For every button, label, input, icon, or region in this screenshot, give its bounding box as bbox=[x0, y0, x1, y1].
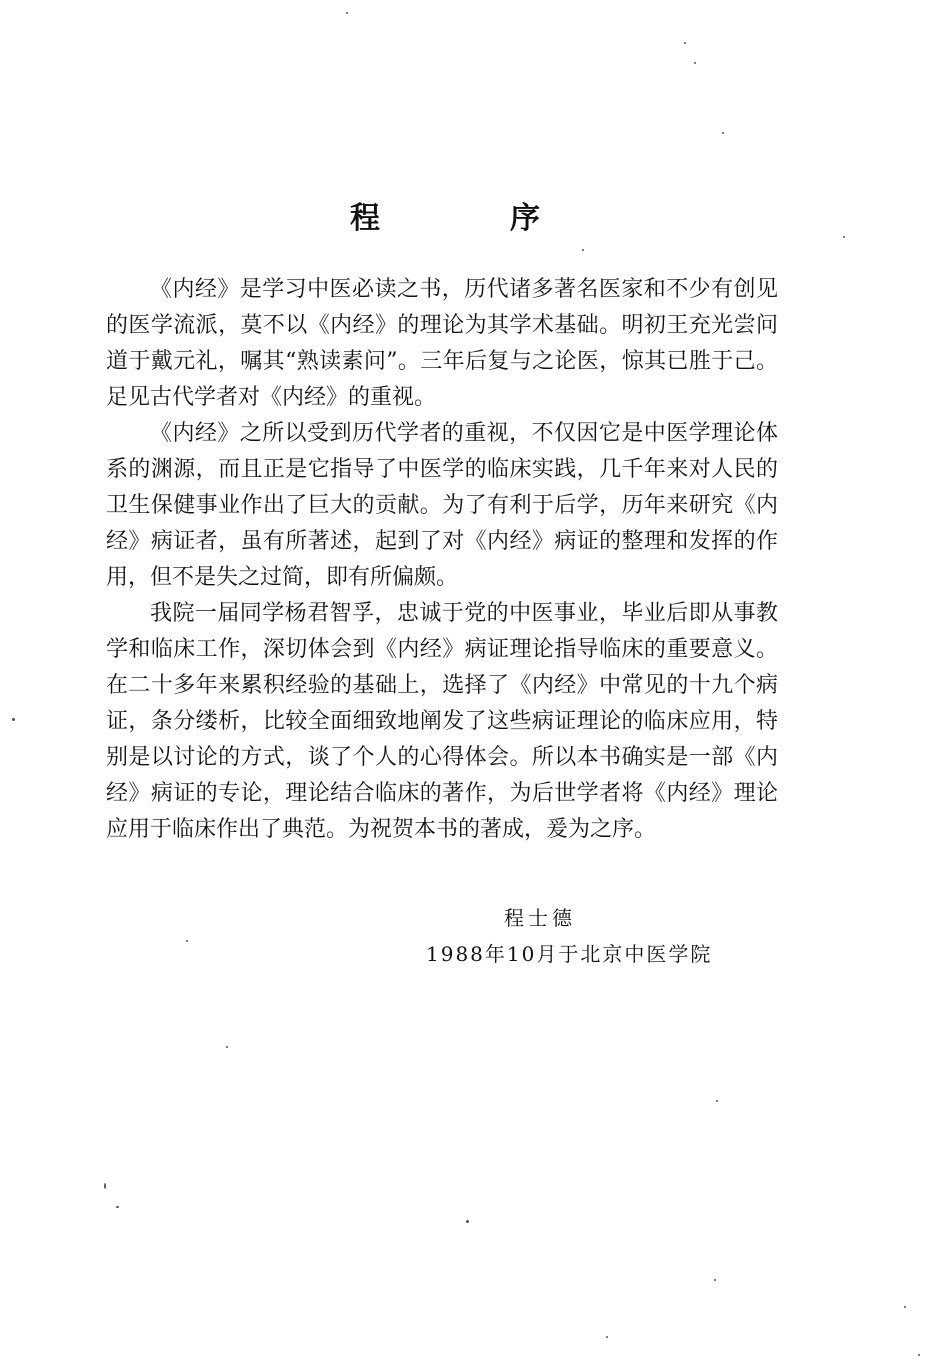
scan-speck bbox=[116, 1206, 119, 1208]
scan-speck bbox=[684, 42, 686, 44]
paragraph-1: 《内经》是学习中医必读之书，历代诸多著名医家和不少有创见的医学流派，莫不以《内经》的理论为其学术基础。明初王充光尝问道于戴元礼，嘱其“熟读素问”。三年后复与之论医，惊其已胜于己。足见古代学者对《内经》的重视。 bbox=[106, 277, 778, 410]
date-location: 1988年10月于北京中医学院 bbox=[426, 942, 713, 966]
scan-speck bbox=[606, 1336, 608, 1338]
scan-speck bbox=[918, 1354, 920, 1356]
scan-speck bbox=[346, 12, 348, 14]
scan-speck bbox=[714, 1279, 716, 1281]
scan-speck bbox=[12, 718, 15, 721]
page-title: 程 序 bbox=[350, 201, 590, 236]
scan-speck bbox=[722, 132, 724, 134]
scan-speck bbox=[694, 62, 696, 64]
preface-body bbox=[106, 272, 778, 848]
scan-speck bbox=[104, 1183, 106, 1189]
scan-speck bbox=[716, 1100, 718, 1102]
paragraph-2: 《内经》之所以受到历代学者的重视，不仅因它是中医学理论体系的渊源，而且正是它指导了中医学的临床实践，几千年来对人民的卫生保健事业作出了巨大的贡献。为了有利于后学，历年来研究《内经》病证者，虽有所著述，起到了对《内经》病证的整理和发挥的作用，但不是失之过简，即有所偏颇。 bbox=[106, 421, 778, 590]
scan-speck bbox=[226, 1046, 228, 1048]
scan-speck bbox=[843, 236, 845, 238]
scan-speck bbox=[186, 940, 188, 942]
scan-speck bbox=[582, 249, 584, 251]
paragraph-3: 我院一届同学杨君智孚，忠诚于党的中医事业，毕业后即从事教学和临床工作，深切体会到《内经》病证理论指导临床的重要意义。在二十多年来累积经验的基础上，选择了《内经》中常见的十九个病证，条分缕析，比较全面细致地阐发了这些病证理论的临床应用，特别是以讨论的方式，谈了个人的心得体会。所以本书确实是一部《内经》病证的专论，理论结合临床的著作，为后世学者将《内经》理论应用于临床作出了典范。为祝贺本书的著成，爰为之序。 bbox=[106, 601, 778, 842]
author-signature: 程士德 bbox=[504, 906, 576, 930]
scan-speck bbox=[904, 1306, 906, 1308]
scan-speck bbox=[466, 1220, 469, 1223]
